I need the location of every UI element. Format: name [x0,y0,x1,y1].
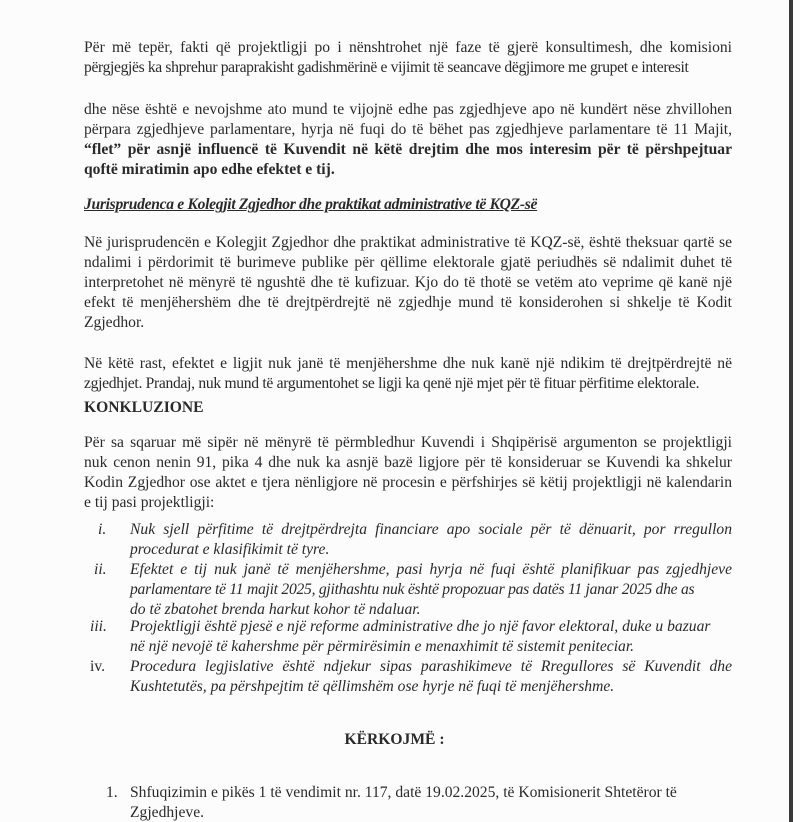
list-item-line: Kushtetutës, pa përshpejtim të qëllimshëm ose hyrje në fuqi të menjëhershme. [130,678,615,695]
text-line: Kodin Zgjedhor ose aktet e tjera nënligjore në procesin e përfshirjes së këtij projektligji në kalendarin [84,474,732,491]
list-item-number: 1. [106,784,118,801]
list-item-number: iii. [90,618,107,635]
list-item-line: Efektet e tij nuk janë të menjëhershme, pasi hyrja në fuqi është planifikuar pas zgjedhjeve [130,561,732,578]
section-heading-jurisprudence: Jurisprudenca e Kolegjit Zgjedhor dhe praktikat administrative të KQZ-së [84,196,538,213]
text-line: zgjedhjet. Prandaj, nuk mund të argumentohet se ligji ka qenë një mjet për të fituar përfitime elektorale. [84,375,700,392]
text-line: nuk cenon nenin 91, pika 4 dhe nuk ka asnjë bazë ligjore për të konsideruar se Kuvendi ka shkelur [84,454,732,471]
text-line: e tij pasi projektligji: [84,494,215,511]
window-edge [789,0,793,822]
text-line: Zgjedhor. [84,314,145,331]
text-line: Për më tepër, fakti që projektligji po i nënshtrohet një faze të gjerë konsultimesh, dhe komisioni [84,39,732,56]
text-line: Për sa sqaruar më sipër në mënyrë të përmbledhur Kuvendi i Shqipërisë argumenton se projektligji [84,434,732,451]
list-item-number: iv. [90,658,106,675]
list-item-number: i. [98,521,107,538]
list-item-line: Shfuqizimin e pikës 1 të vendimit nr. 117, datë 19.02.2025, të Komisionerit Shtetëror të [130,784,677,801]
text-line: përgjegjës ka shprehur paraprakisht gadishmërinë e vijimit të seancave dëgjimore me grupet e interesit [84,59,689,76]
text-line: përpara zgjedhjeve parlamentare, hyrja në fuqi do të bëhet pas zgjedhjeve parlamentare të 11 Majit, [84,121,732,138]
text-line: interpretohet në mënyrë të ngushtë dhe të kufizuar. Kjo do të thotë se vetëm ato veprime që kanë një [84,274,732,291]
request-heading: KËRKOJMË : [344,731,445,748]
text-line: Në këtë rast, efektet e ligjit nuk janë të menjëhershme dhe nuk kanë një ndikim të drejtpërdrejtë në [84,355,732,372]
list-item-line: parlamentare të 11 majit 2025, gjithashtu nuk është propozuar pas datës 11 janar 2025 dhe as [130,581,695,598]
bold-text-line: qoftë miratimin apo edhe efektet e tij. [84,161,335,178]
bold-text-line: “flet” për asnjë influencë të Kuvendit në këtë drejtim dhe mos interesim për të përshpejtuar [84,141,732,158]
list-item-line: Zgjedhjeve. [130,804,205,821]
list-item-line: Projektligji është pjesë e një reforme administrative dhe jo një favor elektoral, duke u bazuar [130,618,711,635]
list-item-line: do të zbatohet brenda harkut kohor të ndaluar. [130,601,421,618]
list-item-number: ii. [94,561,107,578]
text-line: Në jurisprudencën e Kolegjit Zgjedhor dhe praktikat administrative të KQZ-së, është theksuar qartë se [84,234,732,251]
list-item-line: Nuk sjell përfitime të drejtpërdrejta financiare apo sociale për të dënuarit, por rregullon [130,521,732,538]
list-item-line: Procedura legjislative është ndjekur sipas parashikimeve të Rregullores së Kuvendit dhe [130,658,732,675]
text-line: dhe nëse është e nevojshme ato mund te vijojnë edhe pas zgjedhjeve apo në kundërt nëse zhvillohen [84,101,732,118]
conclusions-heading: KONKLUZIONE [84,399,204,416]
list-item-line: procedurat e klasifikimit të tyre. [130,541,330,558]
list-item-line: në një nevojë të kahershme për përmirësimin e menaxhimit të sistemit peniteciar. [130,638,635,655]
text-line: efekt të menjëhershëm dhe të drejtpërdrejtë në zgjedhje mund të konsiderohen si shkelje të Kodit [84,294,732,311]
text-line: ndalimi i përdorimit të burimeve publike për qëllime elektorale gjatë periudhës së ndalimit duhet të [84,254,732,271]
